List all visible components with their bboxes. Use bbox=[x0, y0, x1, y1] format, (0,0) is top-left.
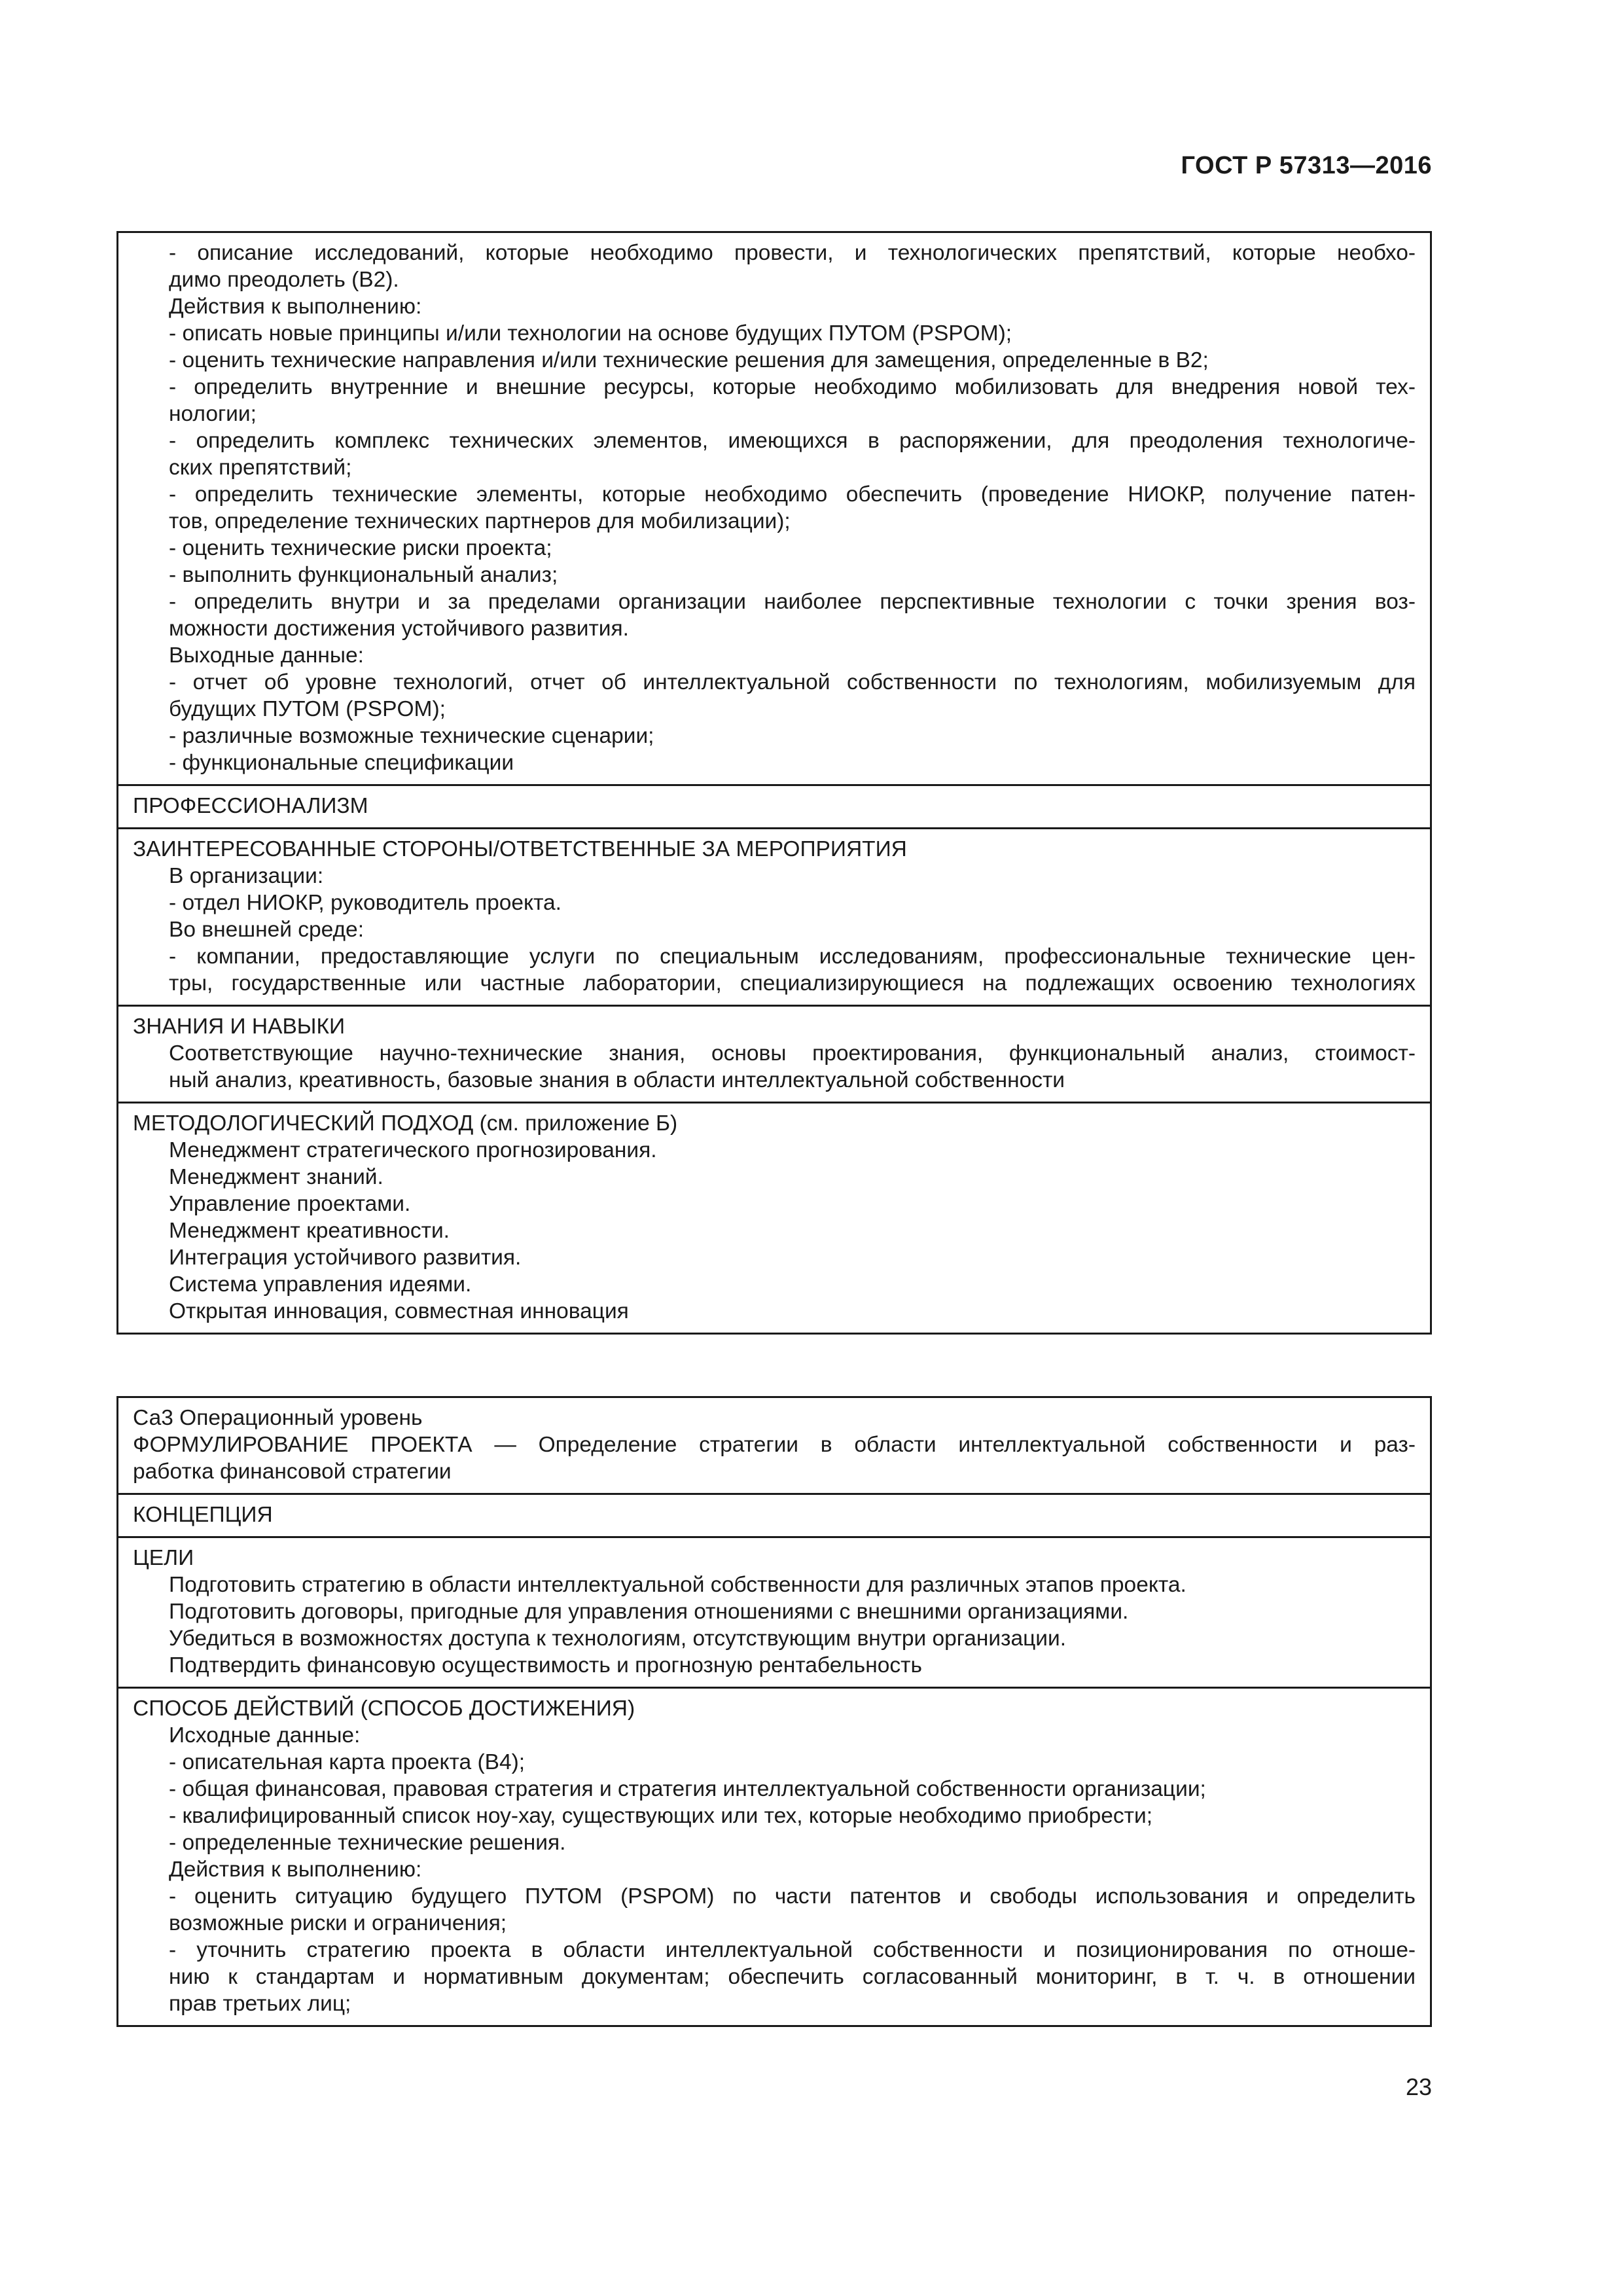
text-line: Управление проектами. bbox=[169, 1192, 411, 1216]
text-line: - выполнить функциональный анализ; bbox=[169, 563, 558, 587]
text-line: нию к стандартам и нормативным документам; обеспечить согласованный мониторинг, в т. ч. в отношении bbox=[169, 1965, 1416, 1989]
table-cell-goals bbox=[118, 1536, 1430, 1687]
text-line: Система управления идеями. bbox=[169, 1272, 472, 1297]
text-line: - определить внутри и за пределами организации наиболее перспективные технологии с точки зрения воз- bbox=[169, 590, 1416, 614]
text-line: - функциональные спецификации bbox=[169, 751, 514, 775]
text-line: Открытая инновация, совместная инновация bbox=[169, 1299, 629, 1323]
text-line: - отчет об уровне технологий, отчет об интеллектуальной собственности по технологиям, мобилизуемым для bbox=[169, 670, 1416, 694]
text-line: тов, определение технических партнеров для мобилизации); bbox=[169, 509, 791, 533]
table-cell-method bbox=[118, 1687, 1430, 2025]
text-line: Исходные данные: bbox=[169, 1723, 361, 1748]
text-line: Подготовить договоры, пригодные для управления отношениями с внешними организациями. bbox=[169, 1600, 1129, 1624]
text-line: Менеджмент знаний. bbox=[169, 1165, 383, 1189]
table-cell-concept bbox=[118, 1493, 1430, 1536]
stage-label: Са3 Операционный уровень bbox=[133, 1406, 423, 1430]
section-title: СПОСОБ ДЕЙСТВИЙ (СПОСОБ ДОСТИЖЕНИЯ) bbox=[133, 1696, 635, 1721]
text-line: - компании, предоставляющие услуги по специальным исследованиям, профессиональные технические цен- bbox=[169, 944, 1416, 969]
text-line: - оценить технические направления и/или технические решения для замещения, определенные в В2; bbox=[169, 348, 1209, 372]
text-line: - описать новые принципы и/или технологии на основе будущих ПУТОМ (PSPOM); bbox=[169, 321, 1012, 346]
text-line: Во внешней среде: bbox=[169, 918, 364, 942]
section-title: ЦЕЛИ bbox=[133, 1546, 194, 1570]
text-line: будущих ПУТОМ (PSPOM); bbox=[169, 697, 446, 721]
text-line: Подтвердить финансовую осуществимость и прогнозную рентабельность bbox=[169, 1653, 922, 1677]
text-line: возможные риски и ограничения; bbox=[169, 1911, 507, 1935]
text-line: Менеджмент креативности. bbox=[169, 1219, 450, 1243]
table-cell-knowledge-skills bbox=[118, 1005, 1430, 1102]
table-stage-ca3 bbox=[116, 1396, 1432, 2027]
text-line: - квалифицированный список ноу-хау, существующих или тех, которые необходимо приобрести; bbox=[169, 1804, 1153, 1828]
table-cell-methodology bbox=[118, 1102, 1430, 1333]
table-cell-stakeholders bbox=[118, 827, 1430, 1005]
text-line: Действия к выполнению: bbox=[169, 295, 422, 319]
text-line: ских препятствий; bbox=[169, 456, 352, 480]
section-title: МЕТОДОЛОГИЧЕСКИЙ ПОДХОД (см. приложение Б) bbox=[133, 1111, 678, 1136]
table-stage-technology bbox=[116, 231, 1432, 1335]
text-line: - различные возможные технические сценарии; bbox=[169, 724, 654, 748]
stage-title: ФОРМУЛИРОВАНИЕ ПРОЕКТА — Определение стратегии в области интеллектуальной собственности и раз- bbox=[133, 1433, 1416, 1457]
text-line: Интеграция устойчивого развития. bbox=[169, 1246, 522, 1270]
text-line: - описание исследований, которые необходимо провести, и технологических препятствий, которые необхо- bbox=[169, 241, 1416, 265]
text-line: Действия к выполнению: bbox=[169, 1857, 422, 1882]
text-line: - общая финансовая, правовая стратегия и стратегия интеллектуальной собственности организации; bbox=[169, 1777, 1206, 1801]
text-line: - оценить ситуацию будущего ПУТОМ (PSPOM) по части патентов и свободы использования и определить bbox=[169, 1884, 1416, 1909]
stage-title-cont: работка финансовой стратегии bbox=[133, 1460, 452, 1484]
document-code: ГОСТ Р 57313—2016 bbox=[1181, 152, 1432, 179]
text-line: Соответствующие научно-технические знания, основы проектирования, функциональный анализ, стоимост- bbox=[169, 1041, 1416, 1066]
text-line: - оценить технические риски проекта; bbox=[169, 536, 552, 560]
text-line: Подготовить стратегию в области интеллектуальной собственности для различных этапов проекта. bbox=[169, 1573, 1186, 1597]
text-line: - уточнить стратегию проекта в области интеллектуальной собственности и позиционирования по отноше- bbox=[169, 1938, 1416, 1962]
section-title: КОНЦЕПЦИЯ bbox=[133, 1503, 273, 1527]
text-line: нологии; bbox=[169, 402, 257, 426]
text-line: В организации: bbox=[169, 864, 324, 888]
text-line: - описательная карта проекта (В4); bbox=[169, 1750, 526, 1774]
table-cell-heading bbox=[118, 1398, 1430, 1493]
text-line: можности достижения устойчивого развития. bbox=[169, 617, 629, 641]
text-line: - определить технические элементы, которые необходимо обеспечить (проведение НИОКР, получение патен- bbox=[169, 482, 1416, 507]
text-line: - отдел НИОКР, руководитель проекта. bbox=[169, 891, 562, 915]
page-number: 23 bbox=[1405, 2073, 1432, 2100]
text-line: - определить комплекс технических элементов, имеющихся в распоряжении, для преодоления технологиче- bbox=[169, 429, 1416, 453]
table-cell-professionalism bbox=[118, 784, 1430, 827]
text-line: прав третьих лиц; bbox=[169, 1992, 351, 2016]
text-line: димо преодолеть (В2). bbox=[169, 268, 399, 292]
text-line: Выходные данные: bbox=[169, 643, 364, 668]
section-title: ЗНАНИЯ И НАВЫКИ bbox=[133, 1014, 346, 1039]
text-line: тры, государственные или частные лаборатории, специализирующиеся на подлежащих освоению технологиях bbox=[169, 971, 1416, 996]
text-line: - определенные технические решения. bbox=[169, 1831, 566, 1855]
section-title: ЗАИНТЕРЕСОВАННЫЕ СТОРОНЫ/ОТВЕТСТВЕННЫЕ ЗА МЕРОПРИЯТИЯ bbox=[133, 837, 907, 861]
text-line: Убедиться в возможностях доступа к технологиям, отсутствующим внутри организации. bbox=[169, 1626, 1066, 1651]
text-line: Менеджмент стратегического прогнозирования. bbox=[169, 1138, 657, 1162]
table-cell-actions bbox=[118, 233, 1430, 784]
section-title: ПРОФЕССИОНАЛИЗМ bbox=[133, 794, 368, 818]
text-line: - определить внутренние и внешние ресурсы, которые необходимо мобилизовать для внедрения новой тех- bbox=[169, 375, 1416, 399]
text-line: ный анализ, креативность, базовые знания в области интеллектуальной собственности bbox=[169, 1068, 1065, 1092]
